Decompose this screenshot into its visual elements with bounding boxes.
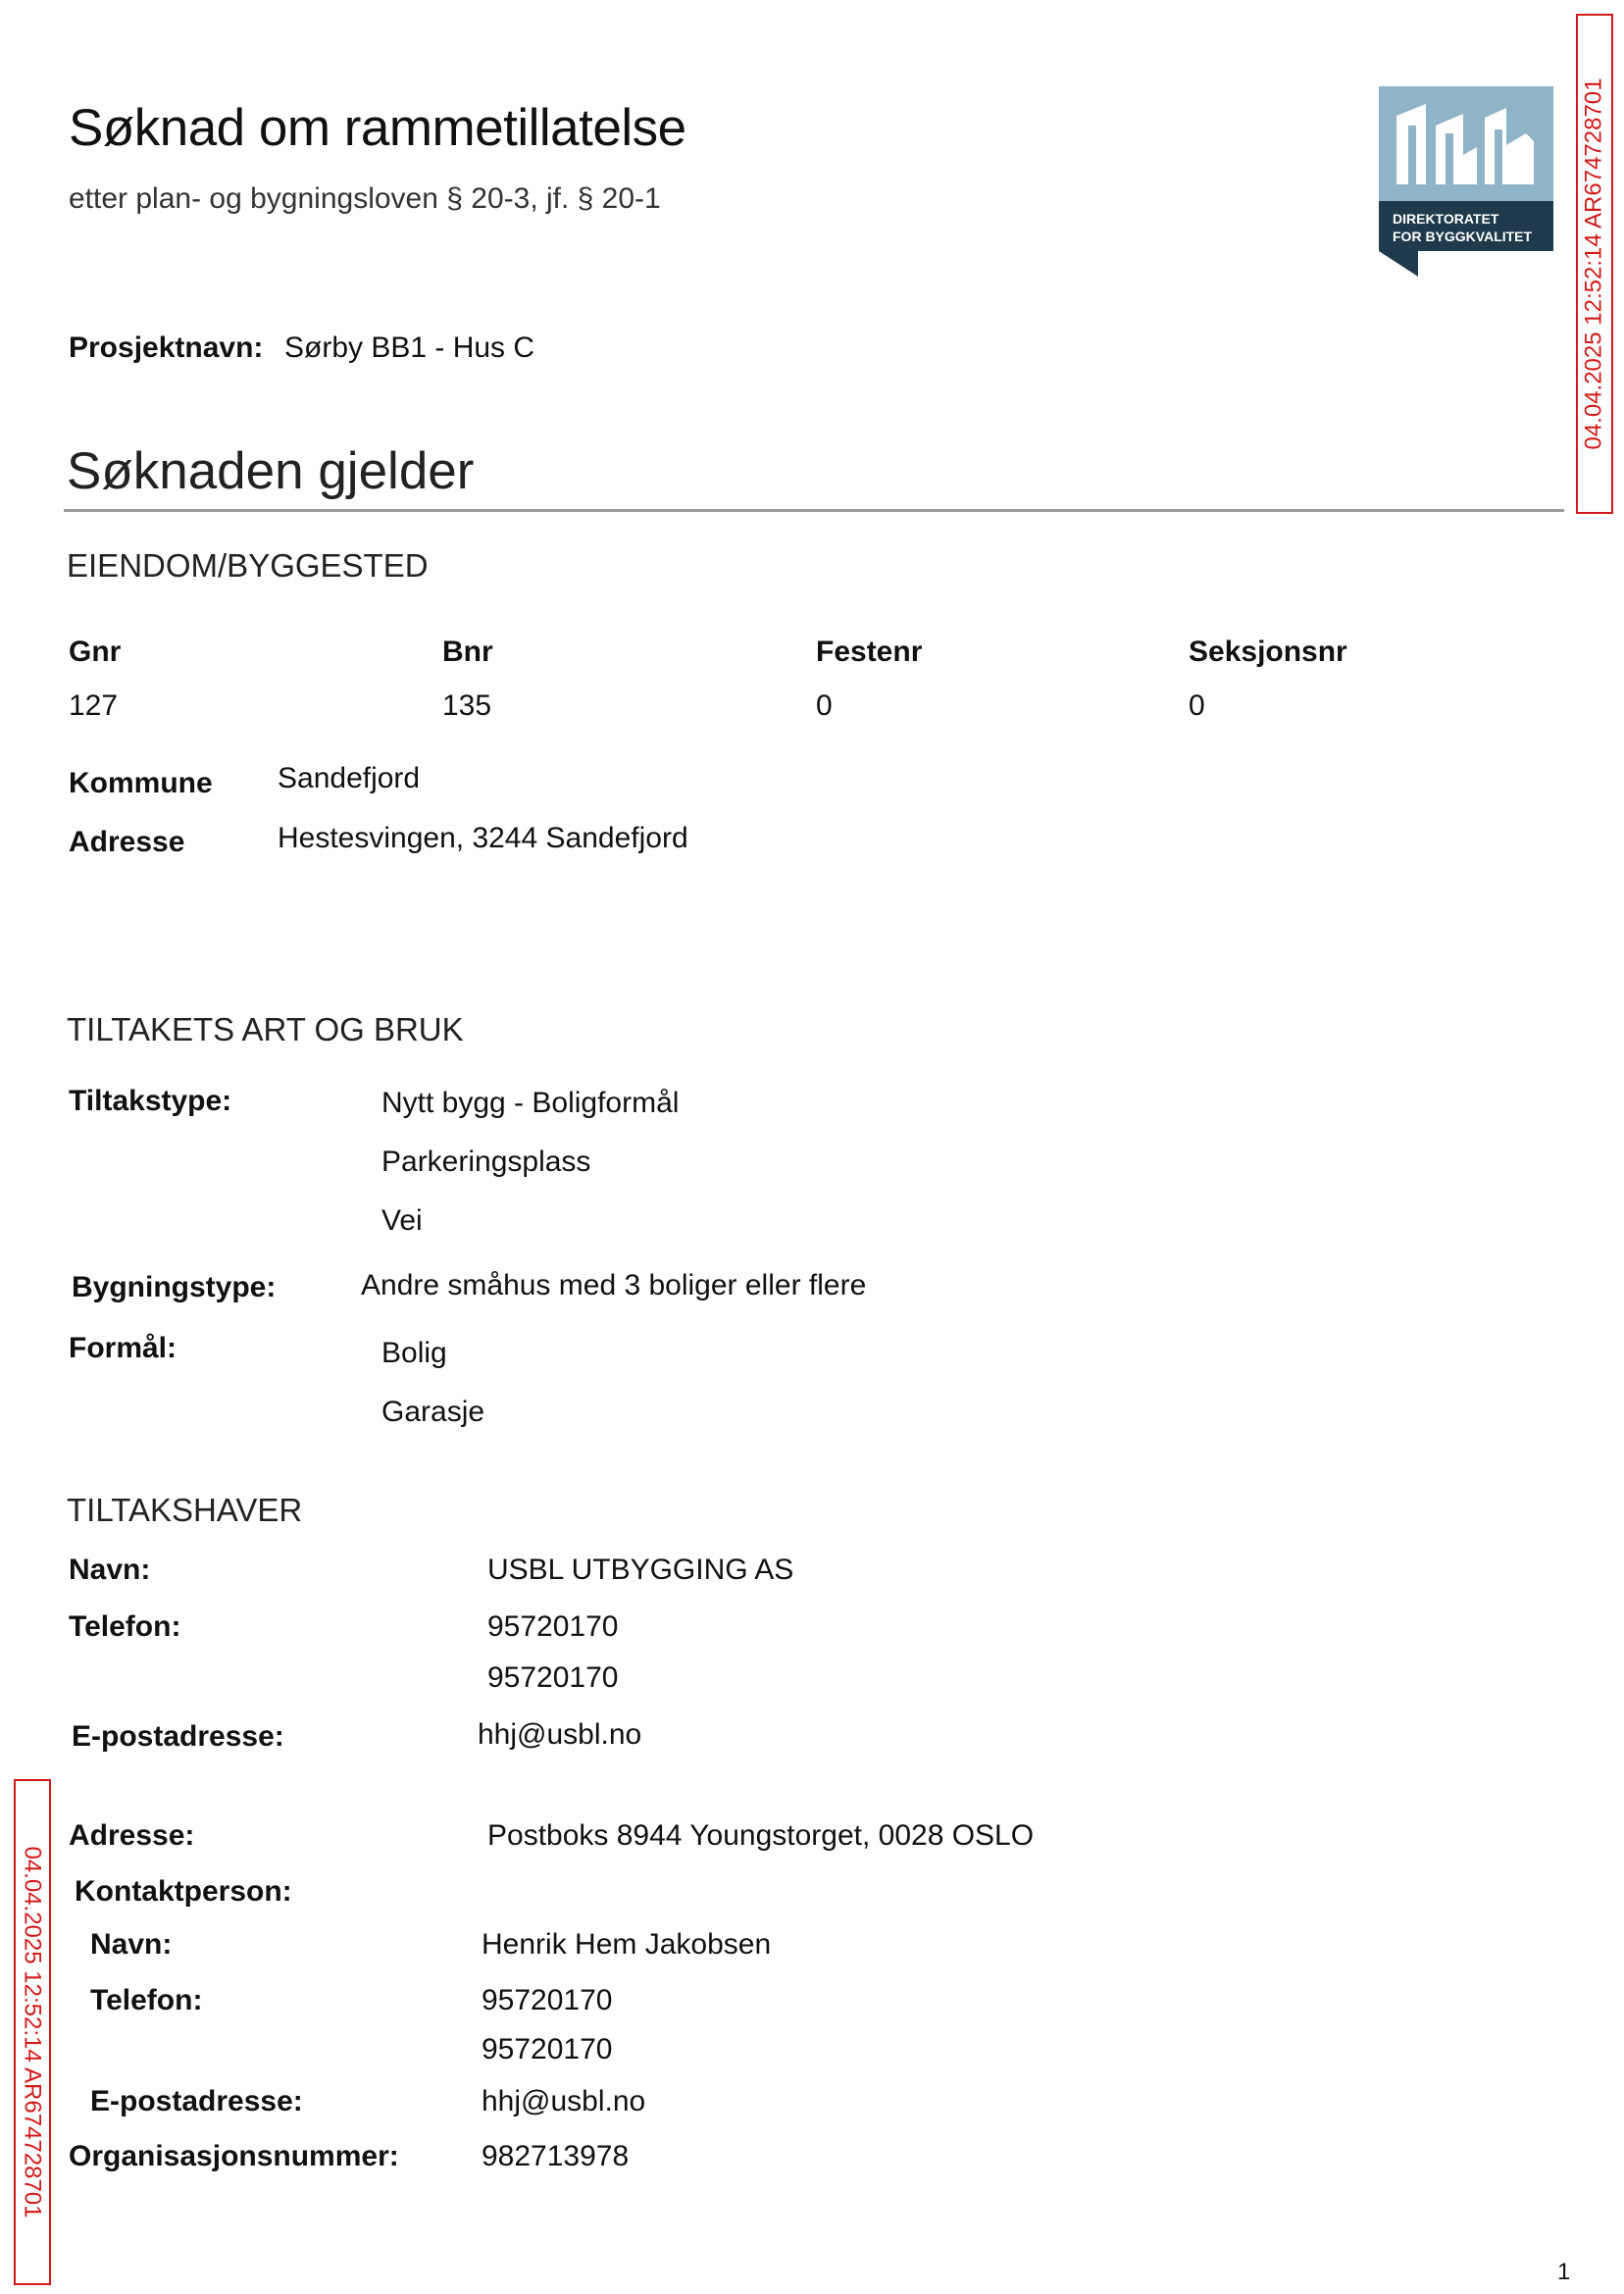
bygningstype-label: Bygningstype: [72, 1271, 277, 1303]
page-number: 1 [1557, 2259, 1571, 2285]
org-number-label: Organisasjonsnummer: [69, 2140, 399, 2172]
project-label: Prosjektnavn: [69, 331, 264, 364]
festenr-label: Festenr [816, 636, 923, 668]
contact-name-value: Henrik Hem Jakobsen [482, 1928, 772, 1961]
kommune-value: Sandefjord [278, 762, 421, 794]
owner-address-label: Adresse: [69, 1819, 195, 1852]
owner-name-value: USBL UTBYGGING AS [487, 1554, 794, 1586]
kommune-label: Kommune [69, 767, 213, 799]
page-subtitle: etter plan- og bygningsloven § 20-3, jf. § 20-1 [69, 182, 661, 215]
org-number-value: 982713978 [482, 2140, 630, 2172]
owner-phone-label: Telefon: [69, 1610, 181, 1643]
contact-phone-value: 95720170 [482, 2033, 613, 2065]
contact-email-value: hhj@usbl.no [482, 2085, 646, 2117]
owner-phone-value: 95720170 [487, 1661, 619, 1694]
stamp-text: 04.04.2025 12:52:14 AR674728701 [1581, 77, 1607, 450]
formal-item: Garasje [381, 1396, 485, 1428]
owner-email-value: hhj@usbl.no [478, 1718, 642, 1751]
formal-item: Bolig [381, 1337, 447, 1369]
festenr-value: 0 [816, 689, 833, 722]
owner-address-value: Postboks 8944 Youngstorget, 0028 OSLO [487, 1819, 1035, 1852]
adresse-label: Adresse [69, 826, 185, 858]
logo-line2: FOR BYGGKVALITET [1393, 229, 1533, 244]
gnr-label: Gnr [69, 636, 122, 668]
contact-phone-label: Telefon: [90, 1984, 203, 2016]
contact-phone-value: 95720170 [482, 1984, 613, 2016]
adresse-value: Hestesvingen, 3244 Sandefjord [278, 822, 688, 854]
page-title: Søknad om rammetillatelse [69, 99, 686, 157]
tiltakstype-label: Tiltakstype: [69, 1085, 232, 1117]
contact-label: Kontaktperson: [75, 1875, 292, 1908]
owner-email-label: E-postadresse: [72, 1720, 284, 1753]
seksjonsnr-value: 0 [1189, 689, 1205, 722]
formal-label: Formål: [69, 1332, 178, 1364]
heading-divider [64, 509, 1564, 512]
section-heading-owner: TILTAKSHAVER [67, 1492, 303, 1528]
bygningstype-value: Andre småhus med 3 boliger eller flere [361, 1269, 867, 1301]
bnr-label: Bnr [442, 636, 493, 668]
tiltakstype-item: Vei [381, 1204, 423, 1237]
owner-name-label: Navn: [69, 1554, 151, 1586]
section-heading-property: EIENDOM/BYGGESTED [67, 547, 429, 584]
seksjonsnr-label: Seksjonsnr [1189, 636, 1347, 668]
dibk-logo-graphic [1379, 86, 1553, 277]
stamp-text: 04.04.2025 12:52:14 AR674728701 [20, 1846, 46, 2218]
dibk-logo [1379, 86, 1553, 277]
bnr-value: 135 [442, 689, 492, 722]
tiltakstype-item: Parkeringsplass [381, 1146, 591, 1178]
contact-email-label: E-postadresse: [90, 2085, 303, 2117]
contact-name-label: Navn: [90, 1928, 173, 1961]
tiltakstype-item: Nytt bygg - Boligformål [381, 1087, 680, 1119]
section-heading-applies: Søknaden gjelder [67, 442, 475, 500]
logo-line1: DIREKTORATET [1393, 211, 1499, 227]
section-heading-measure: TILTAKETS ART OG BRUK [67, 1011, 464, 1047]
gnr-value: 127 [69, 689, 119, 722]
project-value: Sørby BB1 - Hus C [284, 331, 535, 364]
timestamp-stamp-bottom [14, 1779, 51, 2285]
timestamp-stamp-top [1576, 14, 1613, 514]
owner-phone-value: 95720170 [487, 1610, 619, 1643]
